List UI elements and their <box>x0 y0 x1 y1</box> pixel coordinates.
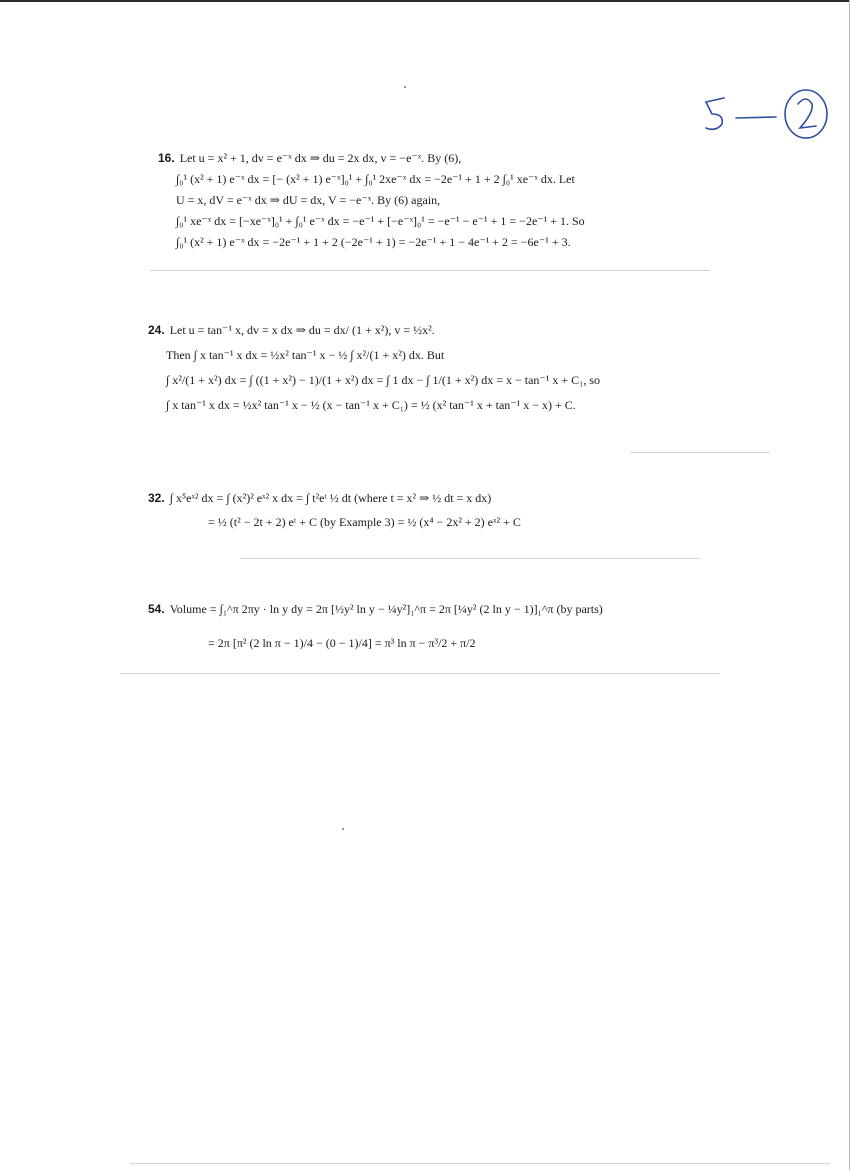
problem-line <box>158 211 585 232</box>
problem-54 <box>148 592 603 660</box>
problem-number: 54. <box>148 602 165 616</box>
math-text: Let u = tan⁻¹ x, dv = x dx ⇒ du = dx/ (1 + x²), v = ½x². <box>169 323 435 337</box>
math-text: = ½ (t² − 2t + 2) eᵗ + C (by Example 3) = ½ (x⁴ − 2x² + 2) eˣ² + C <box>208 515 521 529</box>
problem-line <box>158 190 585 211</box>
scan-edge-top <box>0 0 850 2</box>
problem-line <box>148 318 600 343</box>
problem-16 <box>158 148 585 253</box>
math-text: U = x, dV = e⁻ˣ dx ⇒ dU = dx, V = −e⁻ˣ. By (6) again, <box>176 193 441 207</box>
problem-line <box>148 368 600 393</box>
problem-line <box>148 393 600 418</box>
problem-24 <box>148 318 600 418</box>
handwritten-page-mark <box>700 86 840 146</box>
scan-artifact-line <box>630 452 770 453</box>
problem-line <box>158 148 585 169</box>
problem-number: 32. <box>148 491 165 505</box>
math-text: ∫ x²/(1 + x²) dx = ∫ ((1 + x²) − 1)/(1 + x²) dx = ∫ 1 dx − ∫ 1/(1 + x²) dx = x − tan⁻¹ x + C₁, so <box>166 373 600 387</box>
scan-artifact-line <box>130 1163 830 1164</box>
math-text: ∫₀¹ xe⁻ˣ dx = [−xe⁻ˣ]₀¹ + ∫₀¹ e⁻ˣ dx = −e⁻¹ + [−e⁻ˣ]₀¹ = −e⁻¹ − e⁻¹ + 1 = −2e⁻¹ + 1. So <box>176 214 585 228</box>
problem-number: 24. <box>148 323 165 337</box>
problem-number: 16. <box>158 151 175 165</box>
problem-line <box>148 592 603 626</box>
math-text: Let u = x² + 1, dv = e⁻ˣ dx ⇒ du = 2x dx, v = −e⁻ˣ. By (6), <box>179 151 462 165</box>
math-text: ∫₀¹ (x² + 1) e⁻ˣ dx = [− (x² + 1) e⁻ˣ]₀¹ + ∫₀¹ 2xe⁻ˣ dx = −2e⁻¹ + 1 + 2 ∫₀¹ xe⁻ˣ dx. Let <box>176 172 575 186</box>
math-text: ∫ x⁵eˣ² dx = ∫ (x²)² eˣ² x dx = ∫ t²eᵗ ½ dt (where t = x² ⇒ ½ dt = x dx) <box>169 491 492 505</box>
scan-artifact-line <box>150 270 710 271</box>
problem-32 <box>148 486 521 534</box>
scan-artifact-line <box>240 558 700 559</box>
problem-line <box>148 510 521 534</box>
problem-line <box>148 626 603 660</box>
problem-line <box>158 169 585 190</box>
scan-artifact-line <box>120 673 720 674</box>
scan-speck <box>404 86 406 88</box>
scan-speck <box>342 828 344 830</box>
math-text: Then ∫ x tan⁻¹ x dx = ½x² tan⁻¹ x − ½ ∫ x²/(1 + x²) dx. But <box>166 348 445 362</box>
problem-line <box>148 343 600 368</box>
math-text: = 2π [π² (2 ln π − 1)/4 − (0 − 1)/4] = π³ ln π − π³/2 + π/2 <box>208 636 476 650</box>
problem-line <box>158 232 585 253</box>
problem-line <box>148 486 521 510</box>
math-text: ∫₀¹ (x² + 1) e⁻ˣ dx = −2e⁻¹ + 1 + 2 (−2e⁻¹ + 1) = −2e⁻¹ + 1 − 4e⁻¹ + 2 = −6e⁻¹ + 3. <box>176 235 571 249</box>
math-text: Volume = ∫₁^π 2πy · ln y dy = 2π [½y² ln y − ¼y²]₁^π = 2π [¼y² (2 ln y − 1)]₁^π (by parts) <box>169 602 603 616</box>
math-text: ∫ x tan⁻¹ x dx = ½x² tan⁻¹ x − ½ (x − tan⁻¹ x + C₁) = ½ (x² tan⁻¹ x + tan⁻¹ x − x) + C. <box>166 398 576 412</box>
